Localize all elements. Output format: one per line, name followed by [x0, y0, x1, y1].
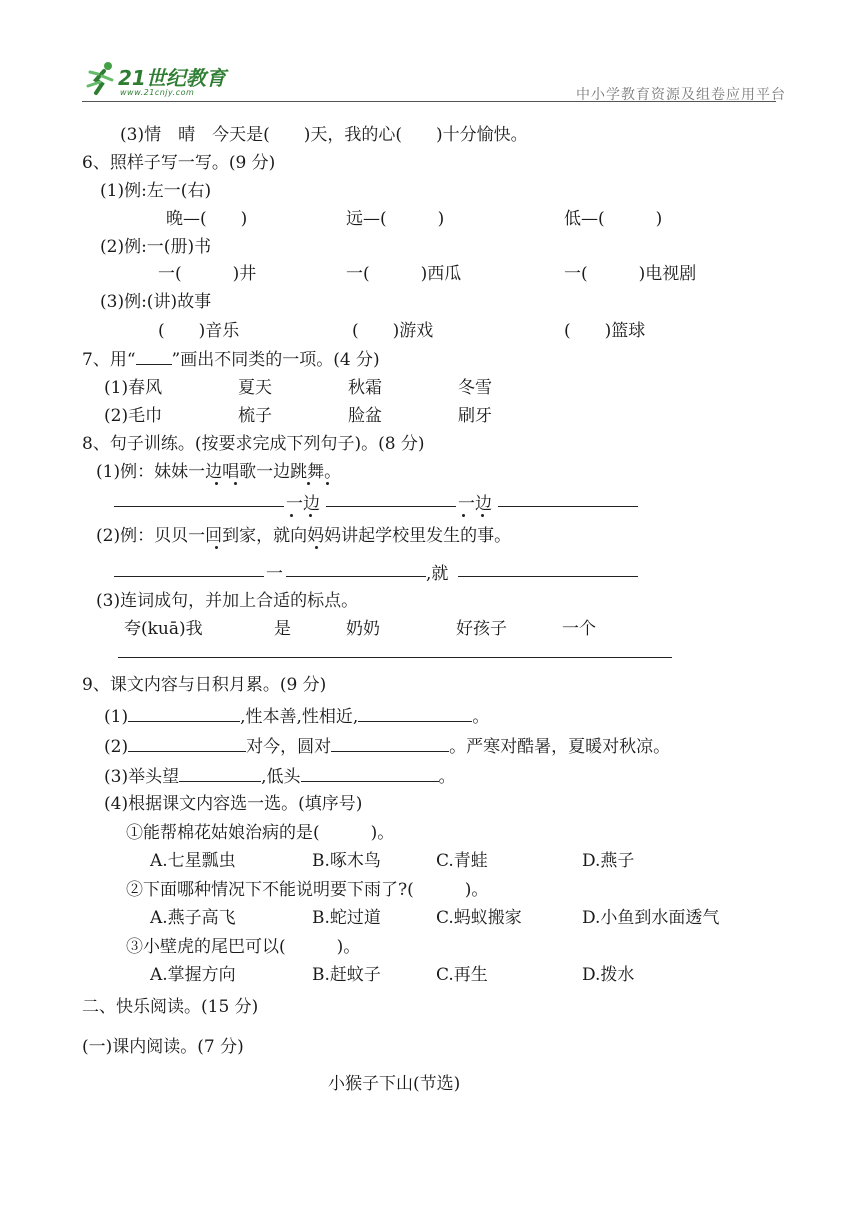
q9-4-2-option: C.蚂蚁搬家	[436, 908, 522, 928]
q8-3-word: 是	[274, 619, 291, 639]
q9-title: 9、课文内容与日积月累。(9 分)	[82, 675, 327, 695]
q9-3	[104, 762, 456, 787]
q6-2-a: 一( )井	[158, 264, 257, 284]
q6-1-example: (1)例:左一(右)	[100, 181, 212, 201]
q9-1-pre: (1)	[104, 707, 129, 727]
q9-1-mid: ,性本善,性相近,	[240, 707, 359, 727]
q8-1-fill-a: 一边	[286, 494, 320, 514]
answer-blank	[128, 750, 246, 752]
q6-2-b: 一( )西瓜	[346, 264, 462, 284]
q7-2-item: 刷牙	[458, 406, 492, 426]
emphasis-dot	[315, 546, 318, 549]
platform-name: 中小学教育资源及组卷应用平台	[576, 87, 786, 103]
q5-3: (3)情 晴 今天是( )天，我的心( )十分愉快。	[120, 125, 528, 145]
emphasis-dot	[307, 482, 310, 485]
q6-3-b: ( )游戏	[352, 321, 434, 341]
q9-4-3-option: C.再生	[436, 965, 488, 985]
q8-3-word: 夸(kuā)我	[124, 619, 203, 639]
q7-title	[82, 345, 380, 370]
answer-line	[118, 657, 672, 658]
q8-title: 8、句子训练。(按要求完成下列句子)。(8 分)	[82, 434, 425, 454]
q8-3: (3)连词成句，并加上合适的标点。	[96, 591, 359, 611]
q8-2-example: (2)例：贝贝一回到家，就向妈妈讲起学校里发生的事。	[96, 526, 512, 546]
header-divider	[82, 101, 776, 102]
answer-line	[114, 506, 284, 507]
q9-4-1-option: C.青蛙	[436, 851, 488, 871]
q9-4-3-option: B.赶蚊子	[312, 965, 381, 985]
q9-4-1-option: D.燕子	[582, 851, 635, 871]
q6-1-a: 晚—( )	[166, 209, 248, 229]
q9-3-end: 。	[438, 767, 456, 787]
answer-line	[286, 576, 426, 577]
emphasis-dot	[290, 514, 293, 517]
answer-blank	[358, 720, 472, 722]
q9-3-mid: ,低头	[261, 767, 301, 787]
section-2-title: 二、快乐阅读。(15 分)	[82, 997, 259, 1017]
q7-underline-sample	[136, 363, 172, 365]
answer-blank	[179, 780, 261, 782]
q7-2-item: 脸盆	[348, 406, 382, 426]
answer-blank	[128, 720, 240, 722]
emphasis-dot	[326, 482, 329, 485]
q9-4-1: ①能帮棉花姑娘治病的是( )。	[126, 823, 395, 843]
q6-2-c: 一( )电视剧	[564, 264, 697, 284]
q8-2-fill-a: 一	[266, 564, 283, 584]
q8-1-fill-b: 一边	[458, 494, 492, 514]
runner-icon	[82, 60, 120, 96]
answer-line	[326, 506, 456, 507]
emphasis-dot	[309, 514, 312, 517]
q9-1	[104, 702, 489, 727]
emphasis-dot	[215, 482, 218, 485]
q8-3-word: 好孩子	[456, 619, 507, 639]
q7-1-item: (1)春风	[104, 378, 163, 398]
q9-2-end: 。严寒对酷暑，夏暖对秋凉。	[449, 737, 671, 757]
q8-3-word: 一个	[562, 619, 596, 639]
q6-title: 6、照样子写一写。(9 分)	[82, 153, 276, 173]
q9-4-2-option: B.蛇过道	[312, 908, 381, 928]
answer-line	[114, 576, 264, 577]
q7-1-item: 冬雪	[458, 378, 492, 398]
q9-4-1-option: A.七星瓢虫	[150, 851, 236, 871]
answer-blank	[331, 750, 449, 752]
q6-3-c: ( )篮球	[564, 321, 646, 341]
q9-4-3: ③小壁虎的尾巴可以( )。	[126, 937, 361, 957]
q6-2-example: (2)例:一(册)书	[100, 237, 212, 257]
logo-text: 21世纪教育	[118, 66, 226, 90]
q8-3-word: 奶奶	[346, 619, 380, 639]
answer-blank	[301, 780, 439, 782]
q9-3-pre: (3)举头望	[104, 767, 180, 787]
q9-2-pre: (2)	[104, 737, 129, 757]
logo	[82, 60, 232, 98]
q9-4-2: ②下面哪种情况下不能说明要下雨了?( )。	[126, 880, 489, 900]
q9-4-3-option: D.拨水	[582, 965, 635, 985]
passage-title: 小猴子下山(节选)	[328, 1074, 461, 1094]
q7-1-item: 夏天	[238, 378, 272, 398]
q7-title-post: ”画出不同类的一项。(4 分)	[171, 350, 380, 370]
q8-1-example: (1)例：妹妹一边唱歌一边跳舞。	[96, 462, 342, 482]
q6-3-a: ( )音乐	[158, 321, 240, 341]
q7-2-item: (2)毛巾	[104, 406, 163, 426]
emphasis-dot	[462, 514, 465, 517]
answer-line	[498, 506, 638, 507]
emphasis-dot	[215, 546, 218, 549]
q9-4-2-option: A.燕子高飞	[150, 908, 236, 928]
q9-4-3-option: A.掌握方向	[150, 965, 236, 985]
q7-1-item: 秋霜	[348, 378, 382, 398]
q6-1-c: 低—( )	[564, 209, 663, 229]
q6-1-b: 远—( )	[346, 209, 445, 229]
q9-4: (4)根据课文内容选一选。(填序号)	[104, 794, 363, 814]
q8-2-fill-b: ,就	[426, 564, 449, 584]
q6-3-example: (3)例:(讲)故事	[100, 292, 212, 312]
emphasis-dot	[234, 482, 237, 485]
emphasis-dot	[481, 514, 484, 517]
logo-url: www.21cnjy.com	[120, 88, 195, 97]
answer-line	[458, 576, 638, 577]
q7-2-item: 梳子	[238, 406, 272, 426]
q9-4-1-option: B.啄木鸟	[312, 851, 381, 871]
q9-4-2-option: D.小鱼到水面透气	[582, 908, 720, 928]
q9-2	[104, 732, 670, 757]
q7-title-pre: 7、用“	[82, 350, 136, 370]
q9-1-end: 。	[472, 707, 490, 727]
section-2-part-1: (一)课内阅读。(7 分)	[82, 1037, 244, 1057]
q9-2-mid: 对今，圆对	[246, 737, 332, 757]
